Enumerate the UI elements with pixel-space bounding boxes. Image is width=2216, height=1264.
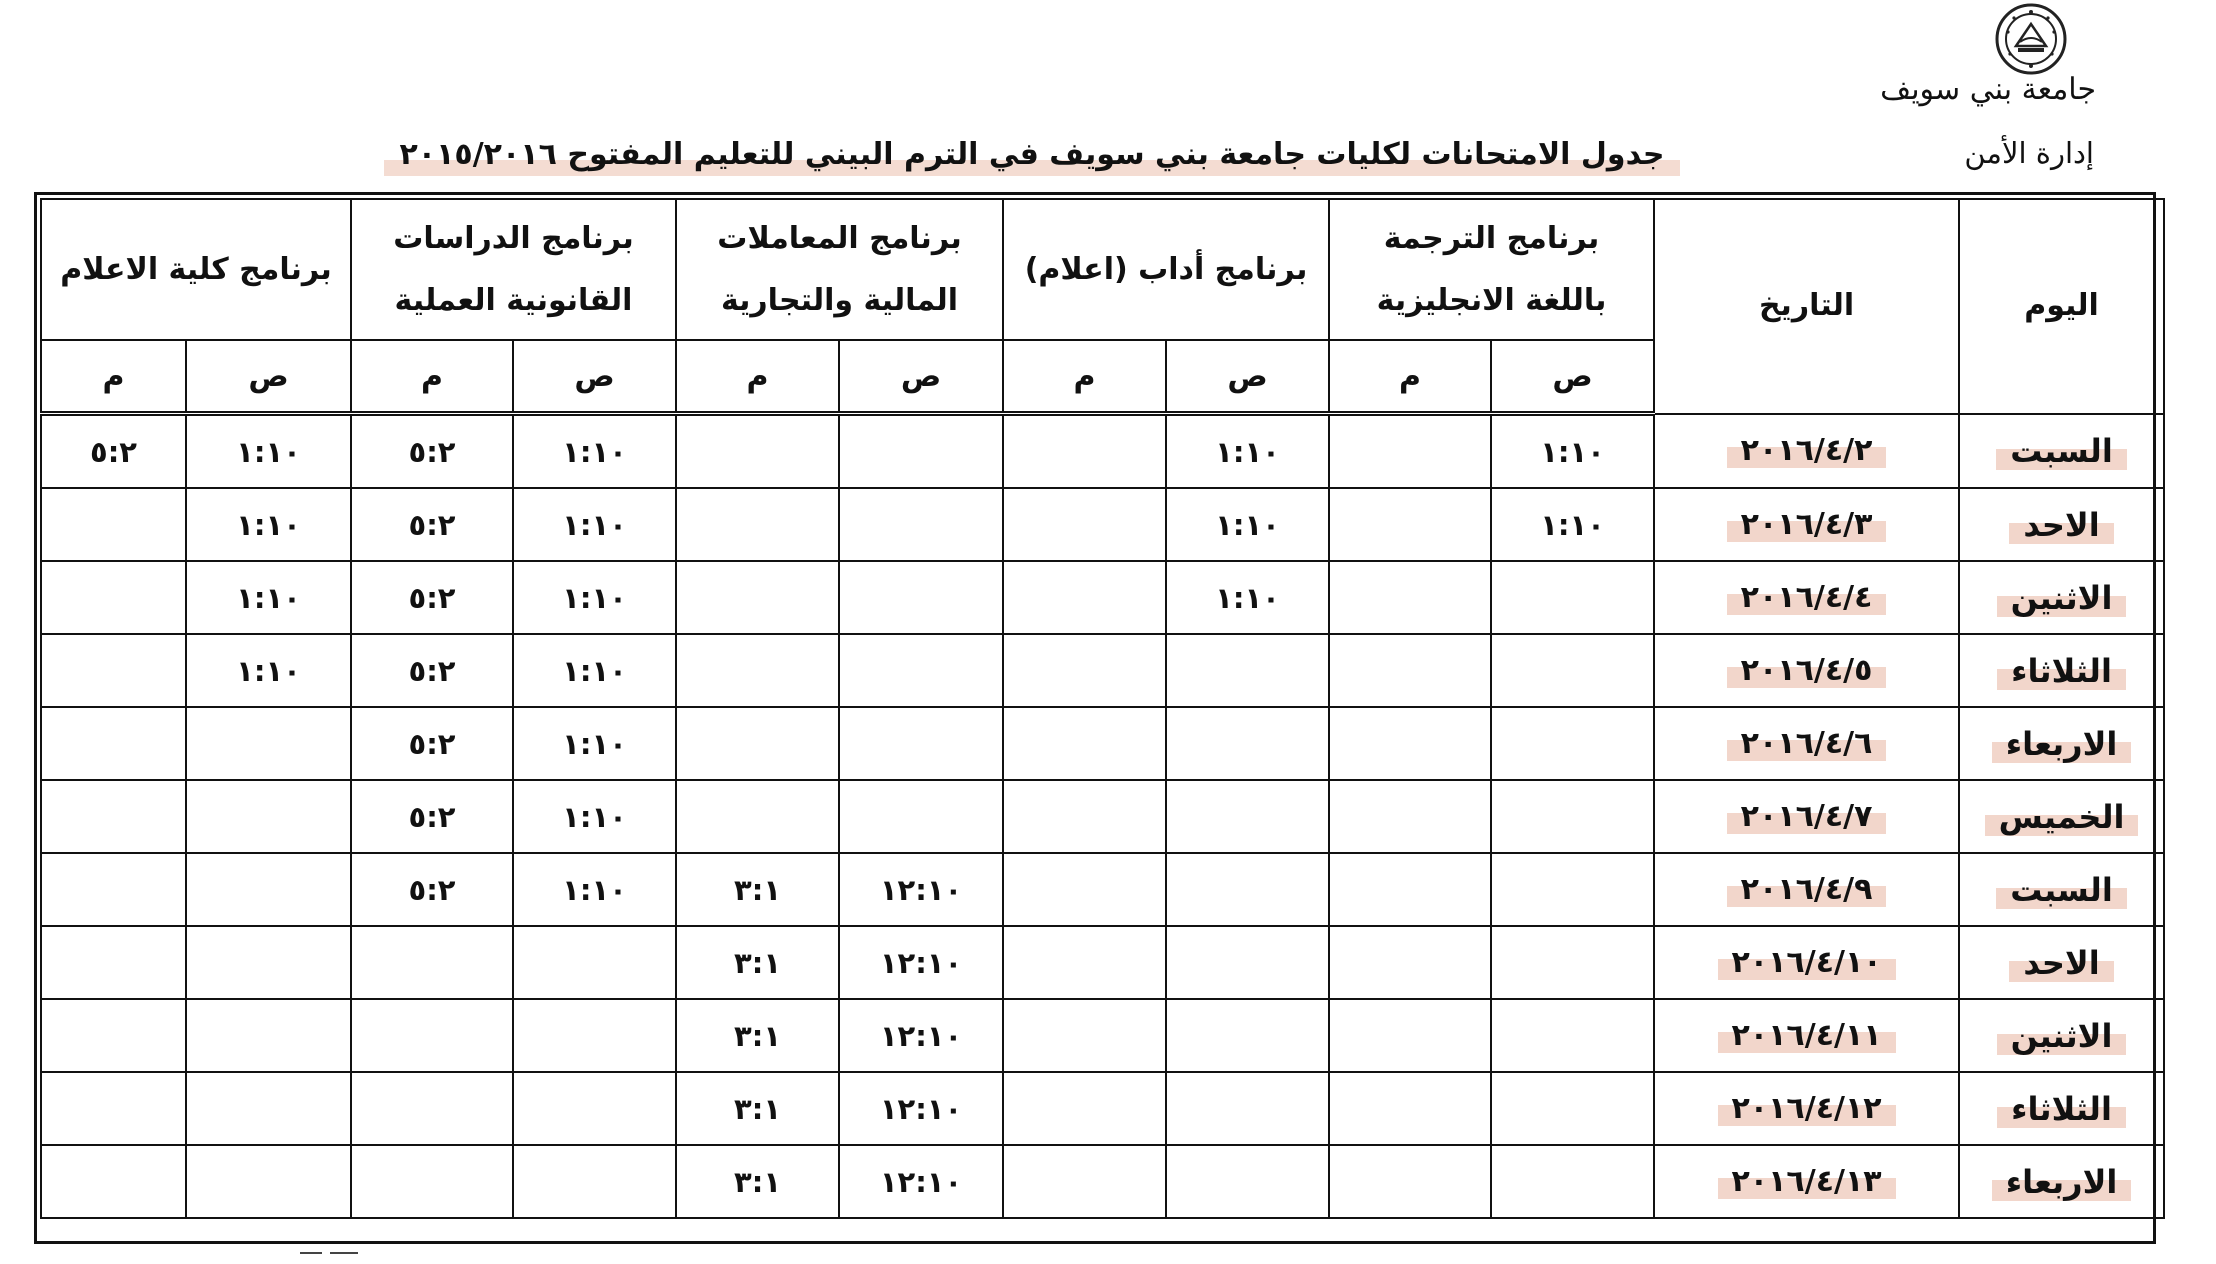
day-value: الاثنين bbox=[1997, 1017, 2127, 1055]
time-cell: ١:١٠ bbox=[186, 634, 351, 707]
date-cell bbox=[1654, 1145, 1959, 1218]
time-cell: ١٢:١٠ bbox=[839, 1145, 1003, 1218]
day-value: السبت bbox=[1996, 871, 2126, 909]
date-value: ٢٠١٦/٤/١١ bbox=[1718, 1018, 1896, 1053]
program-line2: المالية والتجارية bbox=[720, 282, 959, 318]
time-cell bbox=[1003, 1072, 1166, 1145]
time-cell bbox=[1003, 707, 1166, 780]
am-header: ص bbox=[186, 340, 351, 414]
time-cell: ٥:٢ bbox=[351, 780, 513, 853]
date-cell bbox=[1654, 926, 1959, 999]
date-cell bbox=[1654, 853, 1959, 926]
date-value: ٢٠١٦/٤/٣ bbox=[1727, 507, 1887, 542]
time-cell bbox=[1491, 634, 1654, 707]
am-header: ص bbox=[1166, 340, 1329, 414]
table-row bbox=[41, 414, 2164, 489]
time-cell bbox=[839, 561, 1003, 634]
time-cell bbox=[1491, 853, 1654, 926]
time-cell: ٣:١ bbox=[676, 926, 839, 999]
time-cell bbox=[186, 926, 351, 999]
time-cell bbox=[1329, 780, 1491, 853]
pm-header: م bbox=[41, 340, 186, 414]
time-cell: ١:١٠ bbox=[513, 561, 676, 634]
time-cell: ١:١٠ bbox=[1491, 488, 1654, 561]
day-value: السبت bbox=[1996, 432, 2126, 470]
time-cell bbox=[1329, 926, 1491, 999]
time-cell bbox=[186, 999, 351, 1072]
time-cell bbox=[1329, 414, 1491, 489]
date-cell bbox=[1654, 414, 1959, 489]
table-row bbox=[41, 1072, 2164, 1145]
date-value: ٢٠١٦/٤/١٢ bbox=[1718, 1091, 1896, 1126]
day-cell bbox=[1959, 853, 2164, 926]
time-cell: ١٢:١٠ bbox=[839, 1072, 1003, 1145]
university-seal-icon bbox=[1994, 2, 2068, 76]
time-cell bbox=[186, 1072, 351, 1145]
time-cell: ٥:٢ bbox=[351, 707, 513, 780]
program-header-legal-studies bbox=[351, 199, 676, 340]
time-cell bbox=[1329, 999, 1491, 1072]
date-value: ٢٠١٦/٤/٢ bbox=[1727, 433, 1887, 468]
time-cell: ١٢:١٠ bbox=[839, 926, 1003, 999]
date-cell bbox=[1654, 488, 1959, 561]
time-cell: ١:١٠ bbox=[513, 488, 676, 561]
program-line2: باللغة الانجليزية bbox=[1376, 282, 1607, 318]
date-column-header: التاريخ bbox=[1654, 199, 1959, 414]
time-cell bbox=[41, 561, 186, 634]
time-cell bbox=[1003, 561, 1166, 634]
time-cell bbox=[186, 1145, 351, 1218]
time-cell bbox=[1166, 1145, 1329, 1218]
time-cell bbox=[676, 414, 839, 489]
program-header-translation bbox=[1329, 199, 1654, 340]
time-cell: ٣:١ bbox=[676, 1145, 839, 1218]
document-title: جدول الامتحانات لكليات جامعة بني سويف في الترم البيني للتعليم المفتوح ٢٠١٥/٢٠١٦ bbox=[384, 134, 1680, 176]
time-cell bbox=[1003, 414, 1166, 489]
time-cell bbox=[513, 1072, 676, 1145]
time-cell bbox=[1491, 926, 1654, 999]
time-cell: ٥:٢ bbox=[351, 488, 513, 561]
date-value: ٢٠١٦/٤/٧ bbox=[1727, 799, 1887, 834]
program-line1: برنامج الدراسات bbox=[393, 220, 634, 256]
time-cell bbox=[41, 999, 186, 1072]
time-cell bbox=[839, 707, 1003, 780]
time-cell bbox=[513, 926, 676, 999]
date-cell bbox=[1654, 634, 1959, 707]
time-cell bbox=[513, 1145, 676, 1218]
day-cell bbox=[1959, 926, 2164, 999]
time-cell bbox=[186, 707, 351, 780]
table-row bbox=[41, 634, 2164, 707]
time-cell bbox=[676, 707, 839, 780]
time-cell: ٣:١ bbox=[676, 1072, 839, 1145]
program-line2: برنامج كلية الاعلام bbox=[60, 251, 332, 287]
time-cell: ١:١٠ bbox=[513, 634, 676, 707]
day-value: الاحد bbox=[2009, 506, 2113, 544]
day-cell bbox=[1959, 634, 2164, 707]
table-row bbox=[41, 853, 2164, 926]
day-value: الاربعاء bbox=[1992, 1163, 2132, 1201]
table-row bbox=[41, 561, 2164, 634]
time-cell bbox=[1003, 926, 1166, 999]
time-cell bbox=[1329, 488, 1491, 561]
exam-schedule-table bbox=[40, 198, 2165, 1219]
time-cell bbox=[1329, 707, 1491, 780]
time-cell bbox=[1003, 999, 1166, 1072]
pm-header: م bbox=[351, 340, 513, 414]
day-value: الاربعاء bbox=[1992, 725, 2132, 763]
time-cell bbox=[1166, 853, 1329, 926]
time-cell: ١:١٠ bbox=[186, 561, 351, 634]
date-cell bbox=[1654, 1072, 1959, 1145]
time-cell: ١:١٠ bbox=[513, 707, 676, 780]
time-cell bbox=[1166, 707, 1329, 780]
time-cell bbox=[676, 488, 839, 561]
date-value: ٢٠١٦/٤/١٣ bbox=[1718, 1164, 1896, 1199]
date-cell bbox=[1654, 999, 1959, 1072]
date-value: ٢٠١٦/٤/٦ bbox=[1727, 726, 1887, 761]
time-cell bbox=[41, 707, 186, 780]
time-cell: ١:١٠ bbox=[513, 853, 676, 926]
time-cell bbox=[1491, 780, 1654, 853]
pm-header: م bbox=[1329, 340, 1491, 414]
department-name: إدارة الأمن bbox=[1964, 136, 2094, 170]
time-cell: ١:١٠ bbox=[186, 488, 351, 561]
day-cell bbox=[1959, 488, 2164, 561]
program-line1: برنامج المعاملات bbox=[717, 220, 962, 256]
time-cell: ١:١٠ bbox=[1166, 561, 1329, 634]
table-row bbox=[41, 926, 2164, 999]
time-cell: ١٢:١٠ bbox=[839, 853, 1003, 926]
time-cell bbox=[1329, 1072, 1491, 1145]
time-cell bbox=[839, 414, 1003, 489]
time-cell bbox=[1166, 926, 1329, 999]
date-value: ٢٠١٦/٤/٥ bbox=[1727, 653, 1887, 688]
table-row bbox=[41, 1145, 2164, 1218]
table-row bbox=[41, 780, 2164, 853]
time-cell bbox=[41, 1072, 186, 1145]
time-cell: ١:١٠ bbox=[513, 414, 676, 489]
table-row bbox=[41, 488, 2164, 561]
table-row bbox=[41, 707, 2164, 780]
header-row-programs bbox=[41, 199, 2164, 340]
day-cell bbox=[1959, 1145, 2164, 1218]
time-cell: ٥:٢ bbox=[351, 853, 513, 926]
time-cell bbox=[186, 853, 351, 926]
day-value: الاحد bbox=[2009, 944, 2113, 982]
date-cell bbox=[1654, 561, 1959, 634]
time-cell bbox=[1491, 1072, 1654, 1145]
am-header: ص bbox=[513, 340, 676, 414]
day-cell bbox=[1959, 999, 2164, 1072]
time-cell: ١٢:١٠ bbox=[839, 999, 1003, 1072]
day-value: الثلاثاء bbox=[1997, 1090, 2126, 1128]
time-cell bbox=[41, 926, 186, 999]
time-cell bbox=[1003, 780, 1166, 853]
time-cell: ٥:٢ bbox=[41, 414, 186, 489]
bottom-mark bbox=[330, 1252, 358, 1254]
time-cell bbox=[839, 780, 1003, 853]
time-cell: ٥:٢ bbox=[351, 561, 513, 634]
day-value: الخميس bbox=[1985, 798, 2139, 836]
time-cell bbox=[351, 1145, 513, 1218]
date-cell bbox=[1654, 780, 1959, 853]
time-cell bbox=[1003, 1145, 1166, 1218]
time-cell bbox=[1166, 780, 1329, 853]
bottom-mark bbox=[300, 1252, 322, 1254]
time-cell bbox=[1166, 1072, 1329, 1145]
time-cell bbox=[1329, 634, 1491, 707]
time-cell bbox=[41, 853, 186, 926]
time-cell bbox=[839, 488, 1003, 561]
time-cell bbox=[1491, 1145, 1654, 1218]
day-cell bbox=[1959, 707, 2164, 780]
time-cell bbox=[41, 634, 186, 707]
time-cell bbox=[1491, 707, 1654, 780]
program-line2: برنامج أداب (اعلام) bbox=[1024, 251, 1308, 287]
time-cell: ١:١٠ bbox=[186, 414, 351, 489]
time-cell: ٣:١ bbox=[676, 999, 839, 1072]
time-cell bbox=[1491, 999, 1654, 1072]
time-cell bbox=[676, 561, 839, 634]
time-cell: ١:١٠ bbox=[1166, 488, 1329, 561]
program-header-arts-media bbox=[1003, 199, 1329, 340]
time-cell: ١:١٠ bbox=[1491, 414, 1654, 489]
table-row bbox=[41, 999, 2164, 1072]
date-value: ٢٠١٦/٤/٤ bbox=[1727, 580, 1887, 615]
pm-header: م bbox=[676, 340, 839, 414]
am-header: ص bbox=[839, 340, 1003, 414]
time-cell bbox=[1491, 561, 1654, 634]
program-header-media-faculty bbox=[41, 199, 351, 340]
am-header: ص bbox=[1491, 340, 1654, 414]
program-header-finance bbox=[676, 199, 1003, 340]
date-cell bbox=[1654, 707, 1959, 780]
time-cell: ١:١٠ bbox=[1166, 414, 1329, 489]
time-cell: ٥:٢ bbox=[351, 414, 513, 489]
time-cell bbox=[41, 780, 186, 853]
day-cell bbox=[1959, 780, 2164, 853]
time-cell bbox=[1329, 1145, 1491, 1218]
time-cell bbox=[351, 999, 513, 1072]
day-cell bbox=[1959, 414, 2164, 489]
time-cell bbox=[1166, 634, 1329, 707]
day-value: الثلاثاء bbox=[1997, 652, 2126, 690]
time-cell bbox=[676, 634, 839, 707]
time-cell: ٥:٢ bbox=[351, 634, 513, 707]
program-line2: القانونية العملية bbox=[394, 282, 633, 318]
time-cell bbox=[676, 780, 839, 853]
time-cell bbox=[1329, 561, 1491, 634]
day-value: الاثنين bbox=[1997, 579, 2127, 617]
time-cell bbox=[1003, 853, 1166, 926]
time-cell bbox=[41, 1145, 186, 1218]
program-line1: برنامج الترجمة bbox=[1383, 220, 1600, 256]
time-cell bbox=[41, 488, 186, 561]
day-cell bbox=[1959, 1072, 2164, 1145]
time-cell bbox=[1003, 488, 1166, 561]
time-cell bbox=[351, 926, 513, 999]
time-cell bbox=[351, 1072, 513, 1145]
time-cell: ٣:١ bbox=[676, 853, 839, 926]
university-name: جامعة بني سويف bbox=[1880, 72, 2096, 107]
date-value: ٢٠١٦/٤/١٠ bbox=[1718, 945, 1896, 980]
pm-header: م bbox=[1003, 340, 1166, 414]
day-cell bbox=[1959, 561, 2164, 634]
time-cell bbox=[513, 999, 676, 1072]
time-cell bbox=[1329, 853, 1491, 926]
time-cell bbox=[1003, 634, 1166, 707]
day-column-header: اليوم bbox=[1959, 199, 2164, 414]
schedule-body bbox=[41, 414, 2164, 1219]
time-cell bbox=[1166, 999, 1329, 1072]
time-cell bbox=[186, 780, 351, 853]
time-cell bbox=[839, 634, 1003, 707]
date-value: ٢٠١٦/٤/٩ bbox=[1727, 872, 1887, 907]
time-cell: ١:١٠ bbox=[513, 780, 676, 853]
